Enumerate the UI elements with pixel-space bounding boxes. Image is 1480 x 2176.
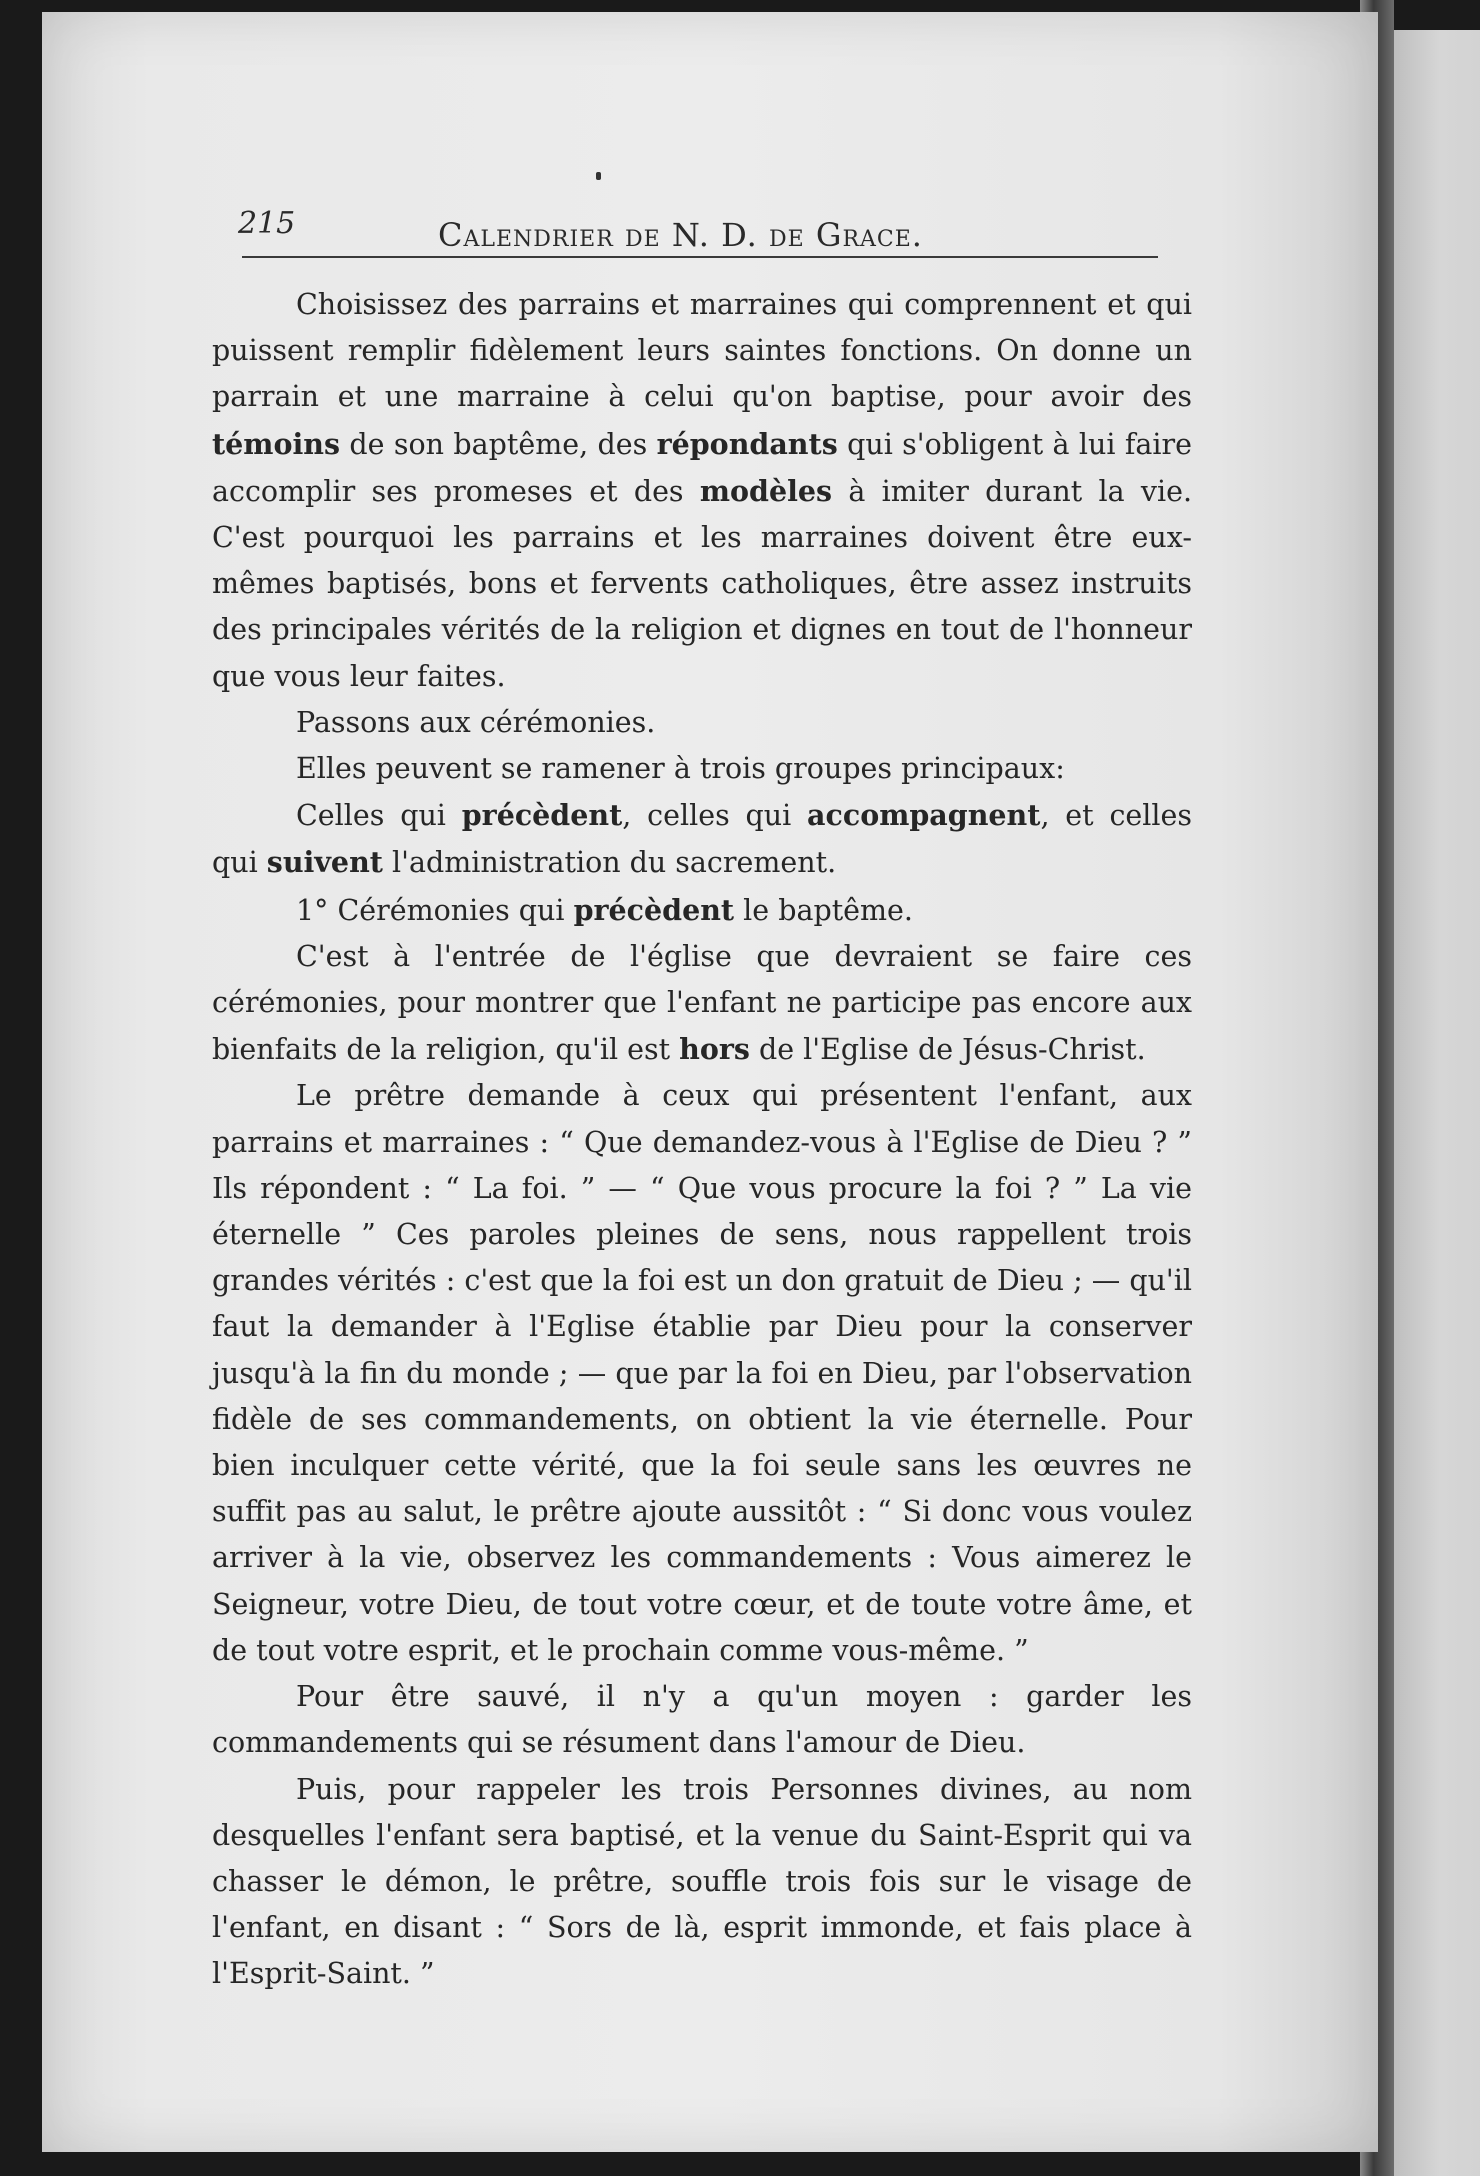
page-number: 215: [238, 206, 296, 241]
text-run: , et celles qui: [212, 799, 1192, 880]
page-header: [238, 198, 1158, 258]
paragraph: [212, 1073, 1192, 1674]
text-run: de l'Eglise de Jésus-Christ.: [749, 1033, 1146, 1067]
running-title: Calendrier de N. D. de Grace.: [438, 216, 923, 254]
text-run: , celles qui: [622, 799, 808, 833]
paragraph: [212, 934, 1192, 1074]
bold-term: suivent: [266, 845, 383, 880]
paragraph: [212, 887, 1192, 934]
bold-term: hors: [679, 1032, 750, 1067]
text-run: Choisissez des parrains et marraines qui comprennent et qui puissent remplir fidèlement leurs saintes fonctions. On donne un parrain et une marraine à celui qu'on baptise, pour avoir des: [212, 288, 1192, 414]
bold-term: témoins: [212, 426, 341, 461]
text-run: à imiter durant la vie. C'est pourquoi les parrains et les marraines doivent être eux-mêmes baptisés, bons et fervents catholiques, être assez instruits des principales vérités de la religion et dignes en tout de l'honneur que vous leur faites.: [212, 474, 1192, 693]
text-run: qui s'obligent à lui faire accomplir ses promeses et des: [212, 427, 1193, 508]
text-run: C'est à l'entrée de l'église que devraient se faire ces cérémonies, pour montrer que l'enfant ne participe pas encore aux bienfaits de la religion, qu'il est: [212, 939, 1192, 1067]
paragraph: [212, 792, 1192, 886]
facing-page-edge: [1392, 30, 1480, 2176]
text-run: Elles peuvent se ramener à trois groupes principaux:: [296, 752, 1065, 786]
text-run: Le prêtre demande à ceux qui présentent l'enfant, aux parrains et marraines : “ Que demandez-vous à l'Eglise de Dieu ? ” Ils répondent : “ La foi. ” — “ Que vous procure la foi ? ” La vie éternelle ” Ces paroles pleines de sens, nous rappellent trois grandes vérités : c'est que la foi est un don gratuit de Dieu ; — qu'il faut la demander à l'Eglise établie par Dieu pour la conserver jusqu'à la fin du monde ; — que par la foi en Dieu, par l'observation fidèle de ses commandements, on obtient la vie éternelle. Pour bien inculquer cette vérité, que la foi seule sans les œuvres ne suffit pas au salut, le prêtre ajoute aussitôt : “ Si donc vous voulez arriver à la vie, observez les commandements : Vous aimerez le Seigneur, votre Dieu, de tout votre cœur, et de toute votre âme, et de tout votre esprit, et le prochain comme vous-même. ”: [212, 1079, 1192, 1667]
text-run: 1° Cérémonies qui: [296, 893, 574, 927]
paragraph: [212, 282, 1192, 700]
paragraph: [212, 1767, 1192, 1998]
header-rule: [242, 256, 1158, 258]
text-run: Passons aux cérémonies.: [296, 705, 656, 739]
print-speck: [596, 172, 601, 180]
text-run: l'administration du sacrement.: [382, 846, 837, 880]
text-run: le baptême.: [734, 893, 913, 927]
body-text: [212, 282, 1192, 1998]
paragraph: [212, 746, 1192, 792]
bold-term: précèdent: [573, 892, 735, 927]
paragraph: [212, 1674, 1192, 1766]
paragraph: [212, 700, 1192, 746]
bold-term: précèdent: [461, 798, 623, 833]
bold-term: répondants: [656, 426, 838, 461]
text-run: Pour être sauvé, il n'y a qu'un moyen : garder les commandements qui se résument dans l'amour de Dieu.: [212, 1680, 1192, 1760]
text-run: Celles qui: [296, 799, 462, 833]
bold-term: modèles: [699, 473, 833, 508]
text-run: de son baptême, des: [340, 427, 657, 461]
text-run: Puis, pour rappeler les trois Personnes divines, au nom desquelles l'enfant sera baptisé, et la venue du Saint-Esprit qui va chasser le démon, le prêtre, souffle trois fois sur le visage de l'enfant, en disant : “ Sors de là, esprit immonde, et fais place à l'Esprit-Saint. ”: [212, 1772, 1192, 1991]
bold-term: accompagnent: [807, 798, 1041, 833]
